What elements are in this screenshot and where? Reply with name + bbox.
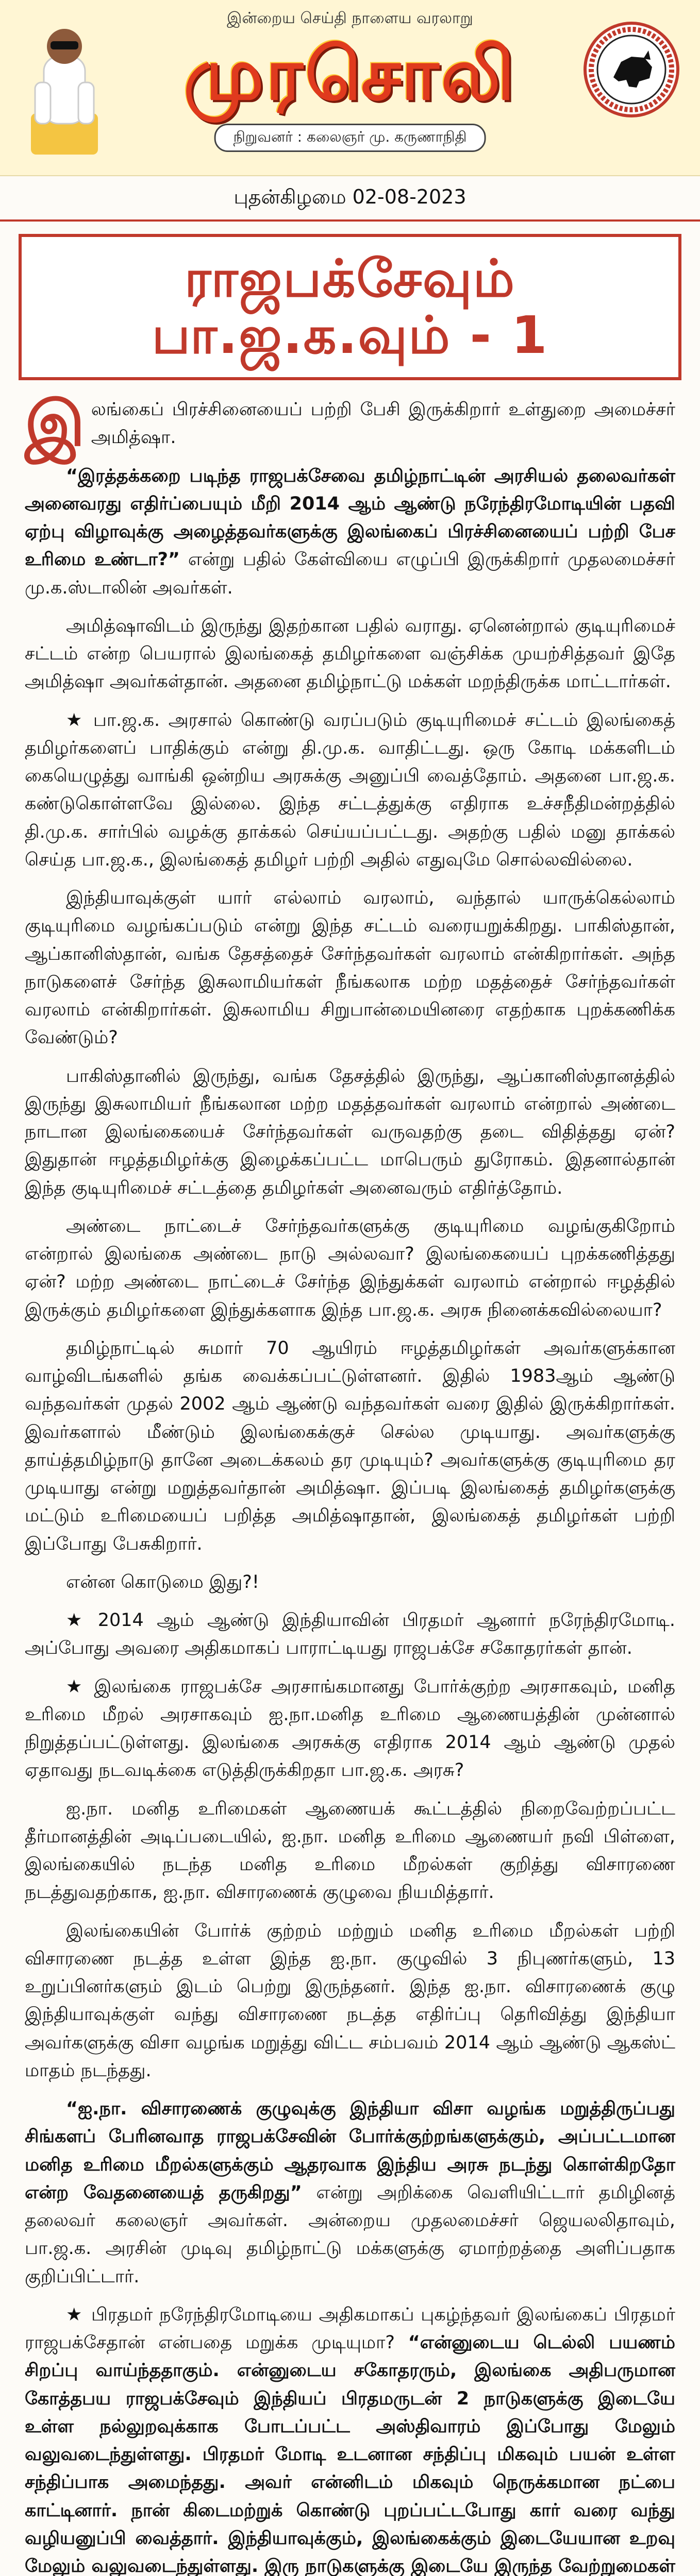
article-headline: ராஜபக்சேவும் பா.ஜ.க.வும் - 1 — [152, 248, 548, 365]
paragraph-8: தமிழ்நாட்டில் சுமார் 70 ஆயிரம் ஈழத்தமிழர்கள் அவர்களுக்கான வாழ்விடங்களில் தங்க வைக்கப்பட்டுள்ளனர். இதில் 1983ஆம் ஆண்டு வந்தவர்கள் முதல் 2002 ஆம் ஆண்டு வந்தவர்கள் வரை இதில் இருக்கிறார்கள். இவர்களால் மீண்டும் இலங்கைக்குச் செல்ல முடியாது. அவர்களுக்கு தாய்த்தமிழ்நாடு தானே அடைக்கலம் தர முடியும்? அவர்களுக்கு குடியுரிமை தர முடியாது என்று மறுத்தவர்தான் அமித்ஷா. இப்படி இலங்கைத் தமிழர்களுக்கு மட்டும் உரிமையைப் பறித்த அமித்ஷாதான், இலங்கைத் தமிழர்கள் பற்றி இப்போது பேசுகிறார். — [25, 1337, 675, 1554]
seal-emblem-icon — [582, 21, 680, 118]
paragraph-7: அண்டை நாட்டைச் சேர்ந்தவர்களுக்கு குடியுரிமை வழங்குகிறோம் என்றால் இலங்கை அண்டை நாடு அல்லவா? இலங்கையைப் புறக்கணித்தது ஏன்? மற்ற அண்டை நாட்டைச் சேர்ந்த இந்துக்கள் வரலாம் என்றால் ஈழத்தில் இருக்கும் தமிழர்களை இந்துக்களாக இந்த பா.ஜ.க. அரசு நினைக்கவில்லையா? — [25, 1215, 675, 1320]
star-bullet-icon: ★ — [66, 1676, 86, 1697]
paragraph-4 — [25, 706, 675, 874]
masthead-tagline: இன்றைய செய்தி நாளைய வரலாறு — [227, 9, 473, 27]
paragraph-text: இலங்கை ராஜபக்சே அரசாங்கமானது போர்க்குற்ற அரசாகவும், மனித உரிமை மீறல் அரசாகவும் ஐ.நா.மனித உரிமை ஆணையத்தின் முன்னால் நிறுத்தப்பட்டுள்ளது. இலங்கை அரசுக்கு எதிராக 2014 ஆம் ஆண்டு முதல் ஏதாவது நடவடிக்கை எடுத்திருக்கிறதா பா.ஜ.க. அரசு? — [25, 1676, 675, 1781]
paragraph-text: பிரதமர் நரேந்திரமோடியை அதிகமாகப் புகழ்ந்தவர் இலங்கைப் பிரதமர் ராஜபக்சேதான் என்பதை மறுக்க முடியுமா? — [25, 2304, 675, 2353]
article-body — [0, 388, 700, 2576]
paragraph-text: 2014 ஆம் ஆண்டு இந்தியாவின் பிரதமர் ஆனார் நரேந்திரமோடி. அப்போது அவரை அதிகமாகப் பாராட்டியது ராஜபக்சே சகோதரர்கள் தான். — [25, 1610, 675, 1659]
paragraph-text: பா.ஜ.க. அரசால் கொண்டு வரப்படும் குடியுரிமைச் சட்டம் இலங்கைத் தமிழர்களைப் பாதிக்கும் என்று தி.மு.க. வாதிட்டது. ஒரு கோடி மக்களிடம் கையெழுத்து வாங்கி ஒன்றிய அரசுக்கு அனுப்பி வைத்தோம். அதனை பா.ஜ.க. கண்டுகொள்ளவே இல்லை. இந்த சட்டத்துக்கு எதிராக உச்சநீதிமன்றத்தில் தி.மு.க. சார்பில் வழக்கு தாக்கல் செய்யப்பட்டது. அதற்கு பதில் மனு தாக்கல் செய்த பா.ஜ.க., இலங்கைத் தமிழர் பற்றி அதில் எதுவுமே சொல்லவில்லை. — [25, 709, 675, 870]
paragraph-14 — [25, 2095, 675, 2291]
paragraph-1 — [25, 388, 675, 460]
star-bullet-icon: ★ — [66, 709, 85, 731]
paragraph-15 — [25, 2301, 675, 2576]
paragraph-text: என்று பதில் கேள்வியை எழுப்பி இருக்கிறார் முதலமைச்சர் மு.க.ஸ்டாலின் அவர்கள். — [25, 549, 675, 598]
paragraph-11 — [25, 1673, 675, 1785]
star-bullet-icon: ★ — [66, 2304, 84, 2325]
masthead — [0, 0, 700, 176]
headline-box — [19, 234, 681, 380]
paragraph-text: என்று அறிக்கை வெளியிட்டார் தமிழினத் தலைவர் கலைஞர் அவர்கள். அன்றைய முதலமைச்சர் ஜெயலலிதாவும், பா.ஜ.க. அரசின் முடிவு தமிழ்நாட்டு மக்களுக்கு ஏமாற்றத்தை அளிப்பதாக குறிப்பிட்டார். — [25, 2182, 675, 2287]
paragraph-3: அமித்ஷாவிடம் இருந்து இதற்கான பதில் வராது. ஏனென்றால் குடியுரிமைச் சட்டம் என்ற பெயரால் இலங்கைத் தமிழர்களை வஞ்சிக்க முயற்சித்தவர் இதே அமித்ஷா அவர்கள்தான். அதனை தமிழ்நாட்டு மக்கள் மறந்திருக்க மாட்டார்கள். — [25, 615, 675, 692]
quote-bold: “ஐ.நா. விசாரணைக் குழுவுக்கு இந்தியா விசா வழங்க மறுத்திருப்பது சிங்களப் பேரினவாத ராஜபக்சேவின் போர்க்குற்றங்களுக்கும், அப்பட்டமான மனித உரிமை மீறல்களுக்கும் ஆதரவாக இந்திய அரசு நடந்து கொள்கிறதோ என்ற வேதனையைத் தருகிறது” — [25, 2098, 675, 2203]
paragraph-10 — [25, 1606, 675, 1663]
quote-bold: “இரத்தக்கறை படிந்த ராஜபக்சேவை தமிழ்நாட்டின் அரசியல் தலைவர்கள் அனைவரது எதிர்ப்பையும் மீறி 2014 ஆம் ஆண்டு நரேந்திரமோடியின் பதவி ஏற்பு விழாவுக்கு அழைத்தவர்களுக்கு இலங்கைப் பிரச்சினையைப் பற்றி பேச உரிமை உண்டா?” — [25, 465, 675, 570]
paragraph-12: ஐ.நா. மனித உரிமைகள் ஆணையக் கூட்டத்தில் நிறைவேற்றப்பட்ட தீர்மானத்தின் அடிப்படையில், ஐ.நா. மனித உரிமை ஆணையர் நவி பிள்ளை, இலங்கையில் நடந்த மனித உரிமை மீறல்கள் குறித்து விசாரணை நடத்துவதற்காக, ஐ.நா. விசாரணைக் குழுவை நியமித்தார். — [25, 1798, 675, 1903]
masthead-title: முரசொலி — [184, 32, 516, 116]
star-bullet-icon: ★ — [66, 1610, 90, 1631]
paragraph-5: இந்தியாவுக்குள் யார் எல்லாம் வரலாம், வந்தால் யாருக்கெல்லாம் குடியுரிமை வழங்கப்படும் என்று இந்த சட்டம் வரையறுக்கிறது. பாகிஸ்தான், ஆப்கானிஸ்தான், வங்க தேசத்தைச் சேர்ந்தவர்கள் வரலாம் என்கிறார்கள். அந்த நாடுகளைச் சேர்ந்த இசுலாமியர்கள் நீங்கலாக மற்ற மதத்தைச் சேர்ந்தவர்கள் வரலாம் என்கிறார்கள். இசுலாமிய சிறுபான்மையினரை எதற்காக புறக்கணிக்க வேண்டும்? — [25, 888, 675, 1048]
paragraph-text: லங்கைப் பிரச்சினையைப் பற்றி பேசி இருக்கிறார் உள்துறை அமைச்சர் அமித்ஷா. — [91, 399, 675, 448]
founder-credit: நிறுவனர் : கலைஞர் மு. கருணாநிதி — [214, 124, 486, 152]
paragraph-13: இலங்கையின் போர்க் குற்றம் மற்றும் மனித உரிமை மீறல்கள் பற்றி விசாரணை நடத்த உள்ள இந்த ஐ.நா. குழுவில் 3 நிபுணர்களும், 13 உறுப்பினர்களும் இடம் பெற்று இருந்தனர். இந்த ஐ.நா. விசாரணைக் குழு இந்தியாவுக்குள் வந்து விசாரணை நடத்த எதிர்ப்பு தெரிவித்து இந்தியா அவர்களுக்கு விசா வழங்க மறுத்து விட்ட சம்பவம் 2014 ஆம் ஆண்டு ஆகஸ்ட் மாதம் நடந்தது. — [25, 1920, 675, 2081]
publication-date: புதன்கிழமை 02-08-2023 — [0, 176, 700, 222]
paragraph-6: பாகிஸ்தானில் இருந்து, வங்க தேசத்தில் இருந்து, ஆப்கானிஸ்தானத்தில் இருந்து இசுலாமியர் நீங்கலான மற்ற மதத்தவர்கள் வரலாம் என்றால் அண்டை நாடான இலங்கையைச் சேர்ந்தவர்கள் வருவதற்கு தடை விதித்தது ஏன்? இதுதான் ஈழத்தமிழர்க்கு இழைக்கப்பட்ட மாபெரும் துரோகம். இதனால்தான் இந்த குடியுரிமைச் சட்டத்தை தமிழர்கள் அனைவரும் எதிர்த்தோம். — [25, 1065, 675, 1198]
paragraph-9: என்ன கொடுமை இது?! — [66, 1571, 259, 1592]
quote-bold: “என்னுடைய டெல்லி பயணம் சிறப்பு வாய்ந்ததாகும். என்னுடைய சகோதரரும், இலங்கை அதிபருமான கோத்தபய ராஜபக்சேவும் இந்தியப் பிரதமருடன் 2 நாடுகளுக்கு இடையே உள்ள நல்லுறவுக்காக போடப்பட்ட அஸ்திவாரம் இப்போது மேலும் வலுவடைந்துள்ளது. பிரதமர் மோடி உடனான சந்திப்பு மிகவும் பயன் உள்ள சந்திப்பாக அமைந்தது. அவர் என்னிடம் மிகவும் நெருக்கமான நட்பை காட்டினார். நான் கிடைமற்றுக் கொண்டு புறப்பட்டபோது கார் வரை வந்து வழியனுப்பி வைத்தார். இந்தியாவுக்கும், இலங்கைக்கும் இடையேயான உறவு மேலும் வலுவடைந்துள்ளது. இரு நாடுகளுக்கு இடையே இருந்த வேற்றுமைகள் — [25, 2332, 675, 2576]
paragraph-2 — [25, 462, 675, 602]
drop-cap: இ — [25, 388, 85, 460]
